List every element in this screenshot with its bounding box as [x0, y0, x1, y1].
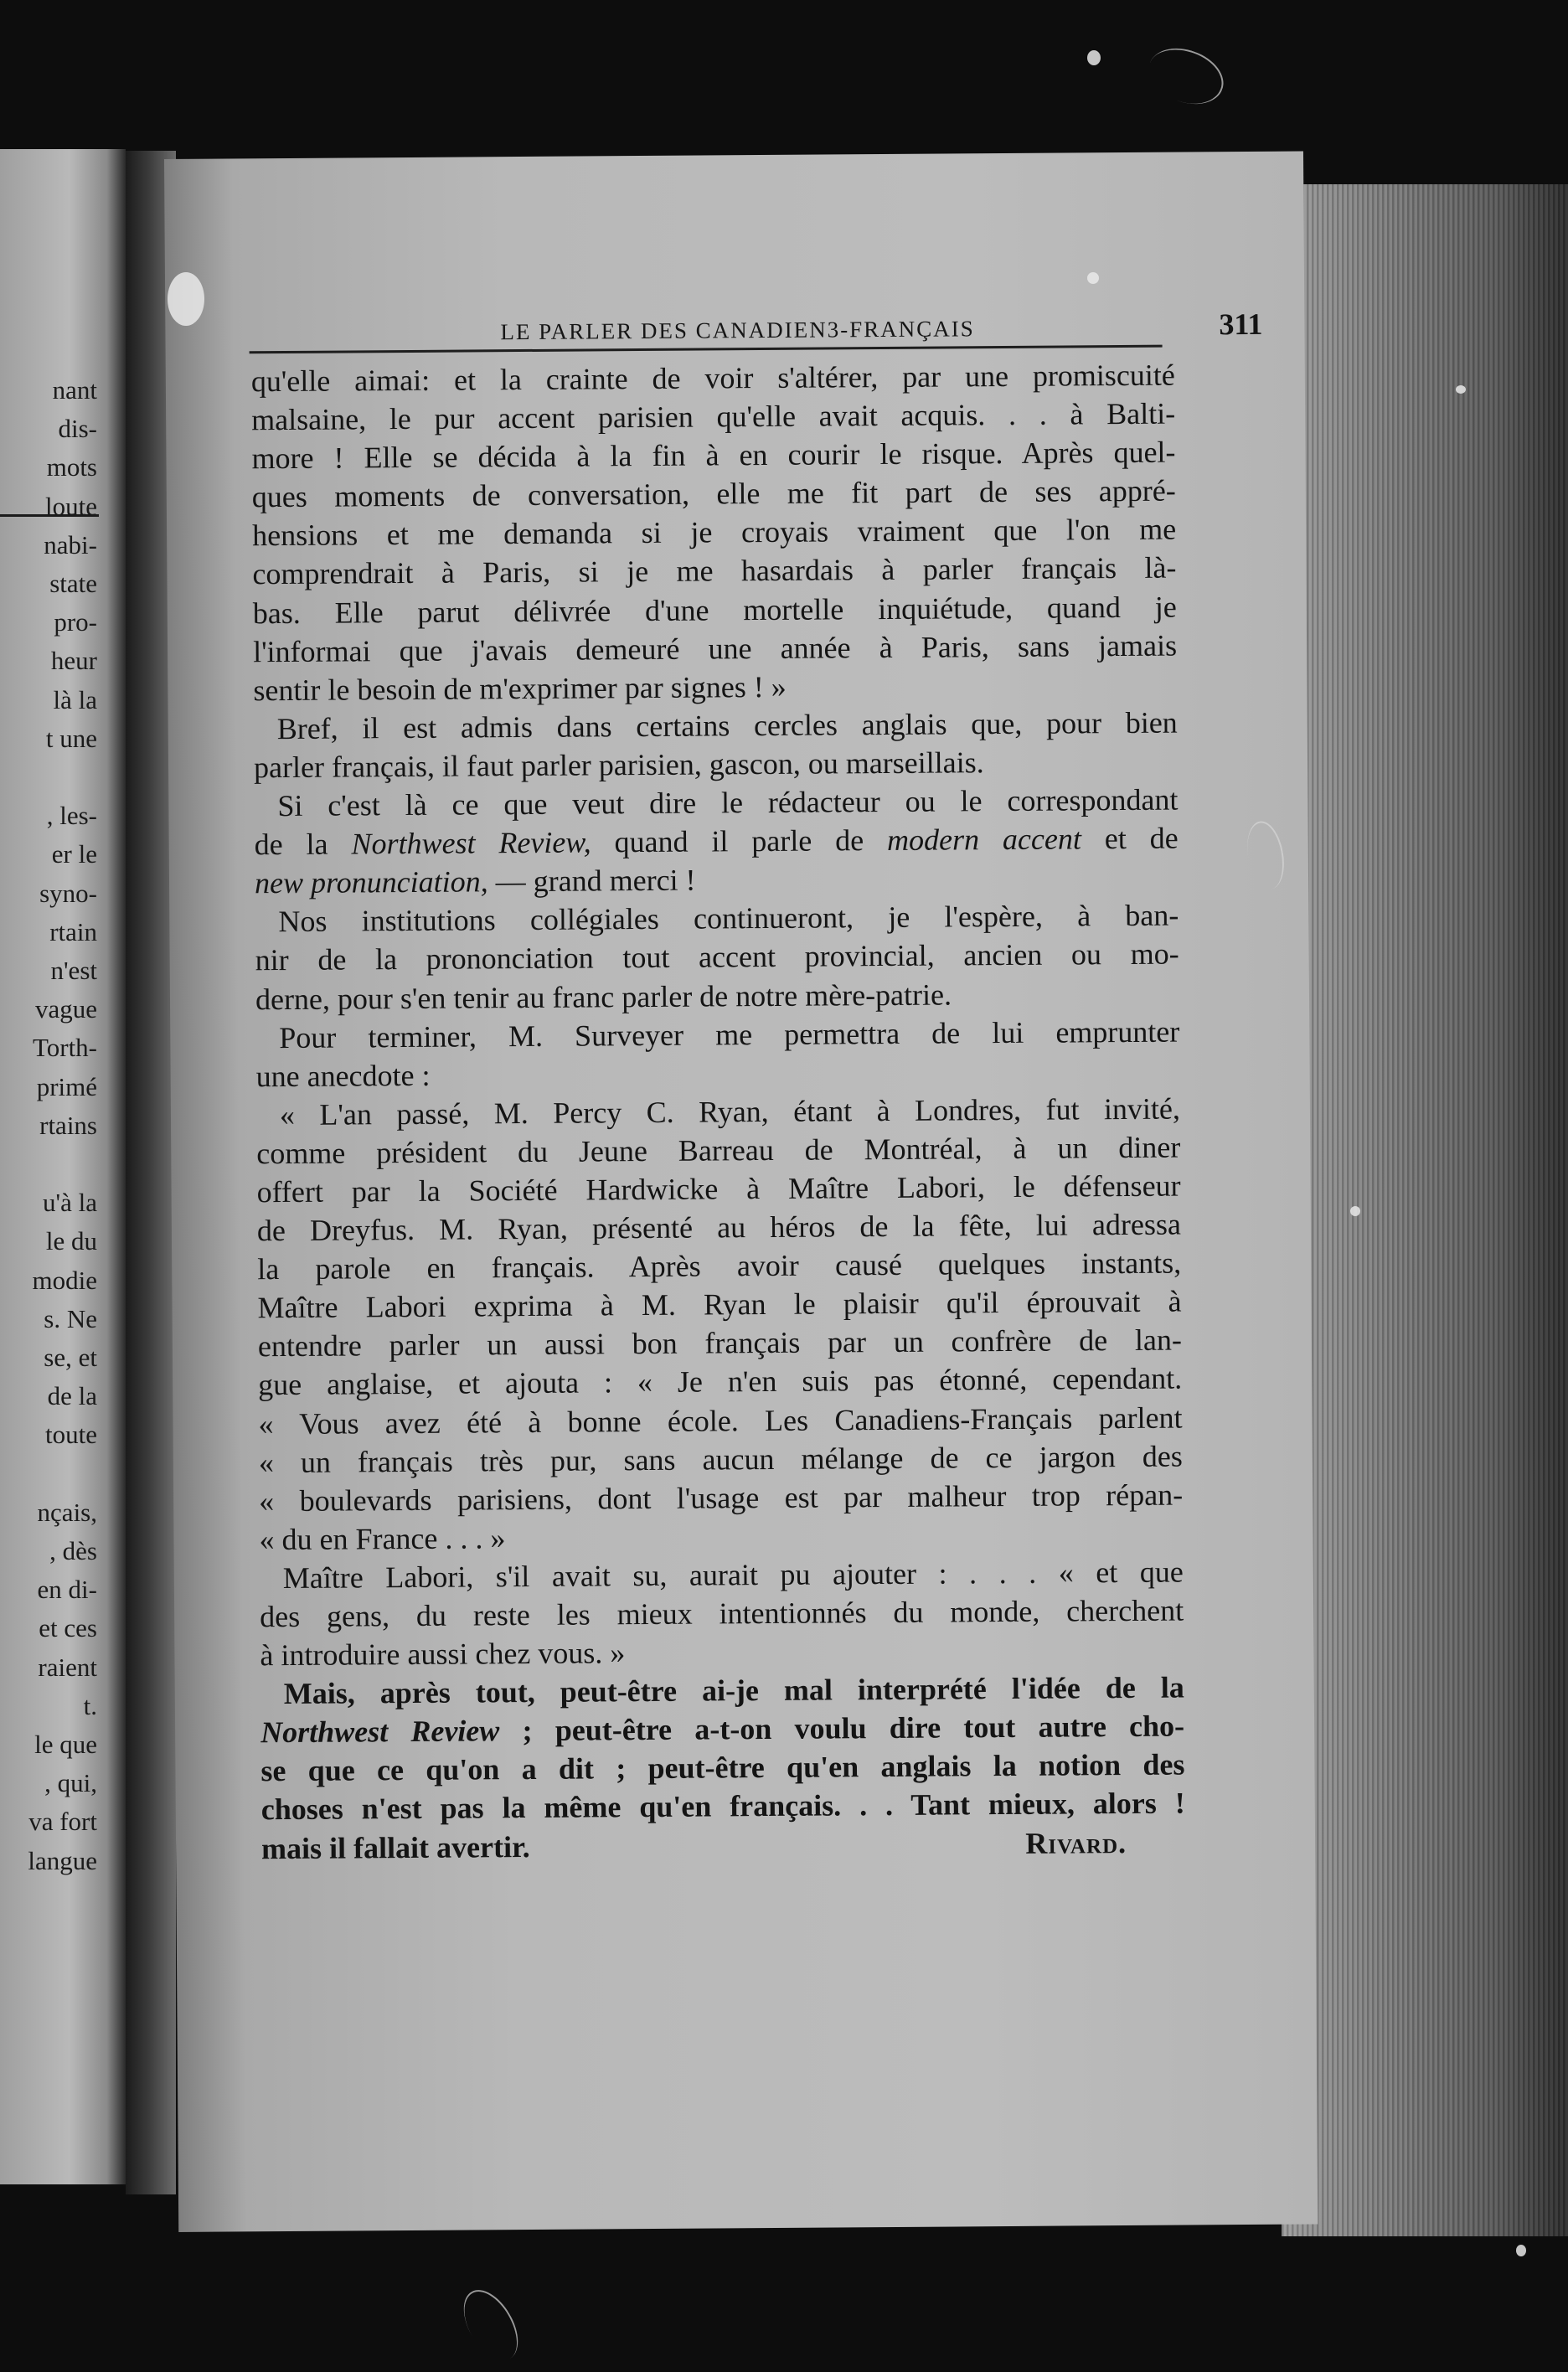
text-line: de Dreyfus. M. Ryan, présenté au héros de la fête, lui adressa [256, 1207, 1182, 1248]
previous-page-fragment: dis- [58, 414, 97, 444]
text-line: une anecdote : [255, 1058, 431, 1093]
book-page [164, 152, 1318, 2232]
previous-page-fragment: heur [50, 646, 97, 676]
text-line [255, 858, 1179, 903]
previous-page-fragment: t une [45, 723, 97, 753]
header-rule [250, 345, 1163, 354]
text-line: offert par la Société Hardwicke à Maître Labori, le défenseur [256, 1168, 1181, 1209]
paragraph-northwest-review [254, 781, 1179, 903]
text-line: « du en France . . . » [259, 1521, 506, 1557]
text-line: gue anglaise, et ajouta : « Je n'en suis pas étonné, cependant. [258, 1361, 1183, 1402]
previous-page-fragment: rtain [49, 916, 97, 946]
previous-page-fragment: nabi- [44, 529, 97, 559]
previous-page-fragment: t. [83, 1690, 97, 1720]
paragraph-anecdote [256, 1089, 1184, 1559]
text-line: bas. Elle parut délivrée d'une mortelle inquiétude, quand je [252, 590, 1177, 630]
previous-page-fragment: va fort [28, 1807, 97, 1837]
text-run: — grand merci ! [487, 863, 696, 899]
text-line: ques moments de conversation, elle me fit part de ses appré- [251, 473, 1176, 514]
text-line [255, 819, 1179, 864]
text-line: malsaine, le pur accent parisien qu'elle avait acquis. . . à Balti- [251, 396, 1176, 437]
paragraph-bref [254, 703, 1179, 786]
previous-page-fragment: state [49, 569, 97, 598]
previous-page-fragment: , qui, [44, 1768, 97, 1798]
previous-page-fragment: syno- [39, 878, 97, 908]
previous-page-edge [0, 149, 126, 2184]
dust-speck [168, 272, 204, 326]
text-line: « Vous avez été à bonne école. Les Canadiens-Français parlent [258, 1400, 1183, 1441]
previous-page-fragment: en di- [37, 1575, 97, 1605]
previous-page-fragment: le du [45, 1226, 97, 1256]
text-line: Mais, après tout, peut-être ai-je mal interprété l'idée de la [283, 1670, 1184, 1711]
text-line: à introduire aussi chez vous. » [260, 1636, 626, 1673]
dust-speck [1350, 1206, 1360, 1216]
previous-page-fragment: vague [34, 994, 97, 1024]
text-line: Pour terminer, M. Surveyer me permettra de lui emprunter [279, 1014, 1180, 1055]
text-line: entendre parler un aussi bon français par un confrère de lan- [257, 1323, 1183, 1364]
previous-page-fragment: de la [47, 1381, 97, 1411]
italic-title: Northwest Review, [351, 825, 591, 861]
running-title: LE PARLER DES CANADIEN3-FRANÇAIS [500, 316, 975, 345]
text-line: nir de la prononciation tout accent provincial, ancien ou mo- [255, 936, 1179, 977]
text-line: se que ce qu'on a dit ; peut-être qu'en anglais la notion des [260, 1747, 1185, 1788]
previous-page-fragment: n'est [50, 956, 97, 985]
dust-speck [1516, 2245, 1526, 2256]
previous-page-fragment: nant [52, 375, 97, 405]
previous-page-fragment: , les- [46, 801, 97, 831]
paragraph-anecdote-intro [255, 1012, 1180, 1096]
text-line: qu'elle aimai: et la crainte de voir s'altérer, par une promiscuité [250, 358, 1175, 399]
dust-speck [1087, 50, 1101, 65]
previous-page-fragment: toute [45, 1420, 97, 1450]
previous-page-fragment: là la [53, 684, 97, 714]
text-line: des gens, du reste les mieux intentionnés du monde, cherchent [260, 1593, 1184, 1634]
text-line: comprendrait à Paris, si je me hasardais à parler français là- [252, 551, 1177, 591]
page-body [251, 356, 1186, 1868]
previous-page-fragment: le que [34, 1730, 97, 1759]
text-run: ; peut-être a-t-on voulu dire tout autre cho- [499, 1709, 1185, 1748]
text-line: « boulevards parisiens, dont l'usage est par malheur trop répan- [259, 1477, 1184, 1518]
text-line: « un français très pur, sans aucun mélange de ce jargon des [258, 1439, 1183, 1479]
text-line: Maître Labori exprima à M. Ryan le plaisir qu'il éprouvait à [257, 1284, 1182, 1325]
dust-speck [1456, 385, 1466, 394]
italic-title: Northwest Review [260, 1714, 500, 1750]
hair-artifact [1141, 39, 1231, 114]
text-line [261, 1823, 1185, 1868]
previous-page-fragment: et ces [39, 1613, 97, 1643]
text-run: quand il parle de [591, 823, 888, 859]
previous-page-fragment: loute [45, 491, 97, 521]
text-run: mais il fallait avertir. [260, 1829, 530, 1865]
dust-speck [1087, 272, 1099, 284]
previous-page-fragment: u'à la [43, 1188, 97, 1218]
italic-phrase: new pronunciation, [254, 864, 488, 900]
page-block-edge [1282, 184, 1568, 2236]
paragraph-labori [260, 1552, 1184, 1674]
previous-page-fragment: langue [28, 1845, 97, 1875]
previous-page-fragment: nçais, [37, 1497, 97, 1527]
previous-page-fragment: s. Ne [44, 1303, 97, 1333]
text-line: Bref, il est admis dans certains cercles anglais que, pour bien [276, 705, 1178, 745]
page-number: 311 [1219, 307, 1263, 342]
previous-page-fragment: Torth- [32, 1033, 97, 1063]
text-line: hensions et me demanda si je croyais vraiment que l'on me [252, 512, 1177, 553]
text-run: et de [1081, 821, 1179, 856]
text-line: more ! Elle se décida à la fin à en courir le risque. Après quel- [251, 435, 1176, 476]
paragraph-quote-continuation [251, 356, 1178, 710]
text-line: la parole en français. Après avoir causé quelques instants, [257, 1245, 1182, 1287]
hair-artifact [452, 2281, 529, 2369]
text-line: parler français, il faut parler parisien, gascon, ou marseillais. [253, 745, 984, 785]
previous-page-fragment: raient [38, 1652, 97, 1682]
text-line: « L'an passé, M. Percy C. Ryan, étant à Londres, fut invité, [279, 1091, 1181, 1132]
text-line: Maître Labori, s'il avait su, aurait pu ajouter : . . . « et que [282, 1555, 1184, 1595]
running-head [400, 307, 1262, 348]
previous-page-fragment: mots [46, 452, 97, 482]
author-signature: Rivard. [1025, 1825, 1127, 1860]
text-run: de la [254, 827, 352, 862]
previous-page-fragment: rtains [39, 1110, 97, 1140]
previous-page-fragment: se, et [44, 1343, 97, 1372]
italic-phrase: modern accent [886, 822, 1082, 858]
previous-page-fragment: pro- [54, 607, 97, 637]
paragraph-institutions [255, 896, 1179, 1018]
previous-page-fragment: primé [36, 1071, 97, 1101]
text-line: Nos institutions collégiales continueront, je l'espère, à ban- [278, 898, 1179, 939]
text-line: comme président du Jeune Barreau de Montréal, à un diner [256, 1130, 1181, 1171]
text-line [260, 1707, 1184, 1752]
paragraph-conclusion [260, 1668, 1186, 1868]
previous-page-fragment: er le [51, 839, 97, 869]
text-line: derne, pour s'en tenir au franc parler de notre mère-patrie. [255, 977, 952, 1016]
text-line: Si c'est là ce que veut dire le rédacteur ou le correspondant [277, 782, 1179, 823]
previous-page-fragment: modie [32, 1265, 97, 1295]
text-line: l'informai que j'avais demeuré une année à Paris, sans jamais [252, 628, 1178, 668]
text-line: choses n'est pas la même qu'en français. . . Tant mieux, alors ! [260, 1787, 1185, 1827]
previous-page-fragment: , dès [49, 1536, 97, 1565]
text-line: sentir le besoin de m'exprimer par signes ! » [253, 669, 787, 708]
